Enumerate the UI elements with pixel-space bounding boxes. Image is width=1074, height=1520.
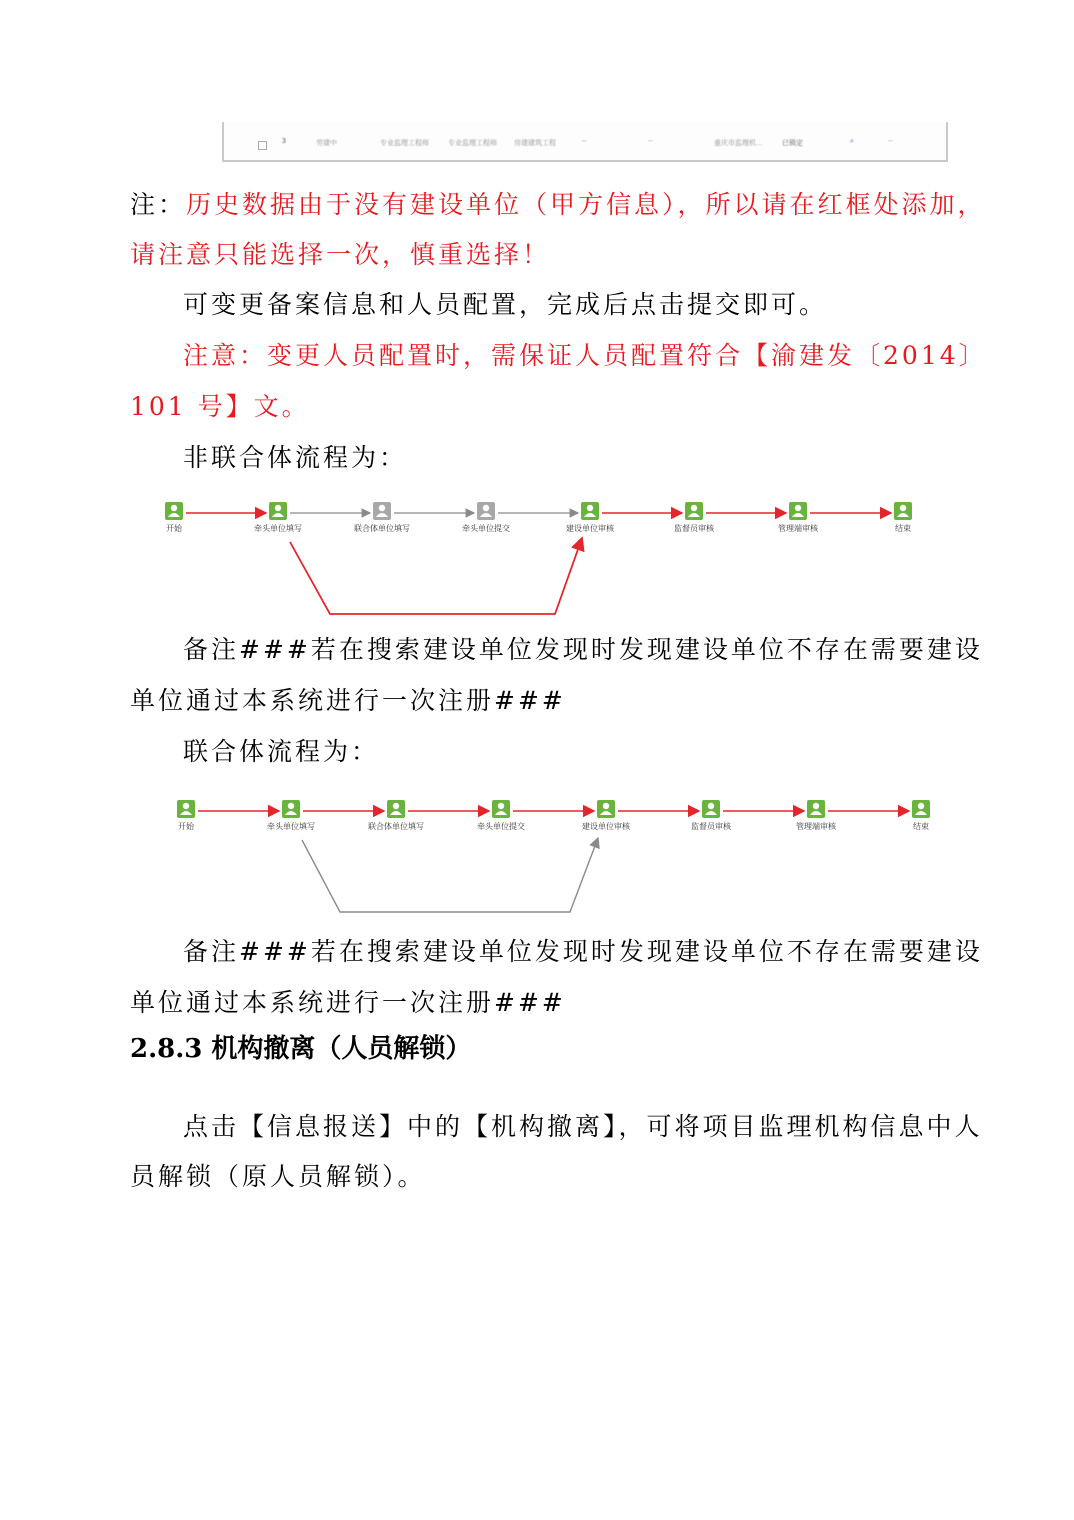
- search-icon: ⌕: [850, 138, 854, 145]
- flow1-node-label-6: 管理端审核: [778, 524, 818, 533]
- flow-diagram-consortium: [130, 782, 940, 922]
- flow2-node-label-0: 开始: [178, 822, 194, 831]
- cell-role-2: 专业监理工程师: [448, 140, 497, 147]
- user-icon: [708, 803, 714, 809]
- cell-name: 劳建中: [316, 140, 337, 147]
- section-heading: 2.8.3 机构撤离（人员解锁）: [130, 1034, 472, 1064]
- flow1-node-6: [778, 502, 819, 533]
- flow2-node-6: [796, 800, 837, 831]
- flow1-node-label-1: 牵头单位填写: [254, 524, 302, 533]
- flow2-node-label-6: 管理端审核: [796, 822, 836, 831]
- user-icon: [691, 505, 697, 511]
- attention-line-1: 注意：变更人员配置时，需保证人员配置符合【渝建发〔2014〕: [183, 341, 987, 370]
- flow2-node-3: [477, 800, 525, 831]
- flow2-node-label-4: 建设单位审核: [582, 822, 630, 831]
- user-icon: [483, 505, 489, 511]
- flow2-node-label-1: 牵头单位填写: [267, 822, 315, 831]
- flow1-node-7: [894, 502, 912, 533]
- flow1-node-3: [462, 502, 510, 533]
- flow1-node-label-4: 建设单位审核: [566, 524, 614, 533]
- flow1-node-4: [566, 502, 615, 533]
- user-icon: [288, 803, 294, 809]
- flow1-bypass-arrow: [290, 538, 582, 614]
- cell-empty-2: --: [648, 138, 653, 145]
- paragraph-change: 可变更备案信息和人员配置，完成后点击提交即可。: [183, 290, 828, 319]
- cell-org: 重庆市监理机…: [714, 140, 763, 147]
- note-prefix: 注：: [130, 190, 187, 219]
- flow2-node-label-7: 结束: [913, 822, 929, 831]
- cell-status: 已锁定: [782, 140, 803, 147]
- user-icon: [900, 505, 906, 511]
- user-icon: [393, 803, 399, 809]
- user-icon: [918, 803, 924, 809]
- table-row: [224, 128, 946, 154]
- flow2-node-0: [177, 800, 195, 831]
- flow2-node-label-3: 牵头单位提交: [477, 822, 525, 831]
- cell-empty-1: --: [582, 138, 587, 145]
- cell-major: 房建建筑工程: [514, 140, 556, 147]
- remark2-line-2: 单位通过本系统进行一次注册###: [130, 988, 566, 1017]
- flow2-node-5: [691, 800, 732, 831]
- flow2-node-1: [267, 800, 315, 831]
- attention-line-2: 101 号】文。: [130, 392, 310, 421]
- screenshot-table-strip: [222, 122, 948, 162]
- note-text-2: 请注意只能选择一次，慎重选择！: [130, 240, 551, 269]
- cell-role-1: 专业监理工程师: [380, 140, 429, 147]
- flow2-node-7: [912, 800, 930, 831]
- flow1-svg: [150, 490, 930, 625]
- flow2-svg: [130, 782, 940, 922]
- flow1-node-label-3: 牵头单位提交: [462, 524, 510, 533]
- flow2-node-4: [582, 800, 631, 831]
- user-icon: [379, 505, 385, 511]
- user-icon: [813, 803, 819, 809]
- cell-index: 3: [282, 138, 286, 145]
- remark2-line-1: 备注###若在搜索建设单位发现时发现建设单位不存在需要建设: [183, 937, 983, 966]
- user-icon: [498, 803, 504, 809]
- remark1-line-2: 单位通过本系统进行一次注册###: [130, 686, 566, 715]
- flow1-node-label-2: 联合体单位填写: [354, 524, 410, 533]
- user-icon: [171, 505, 177, 511]
- user-icon: [183, 803, 189, 809]
- section-body-line-1: 点击【信息报送】中的【机构撤离】，可将项目监理机构信息中人: [183, 1112, 983, 1141]
- flow2-node-label-2: 联合体单位填写: [368, 822, 424, 831]
- flow1-node-label-5: 监督员审核: [674, 524, 714, 533]
- flow1-node-1: [254, 502, 302, 533]
- flow1-node-label-0: 开始: [166, 524, 182, 533]
- user-icon: [587, 505, 593, 511]
- note-line-1: [130, 190, 986, 220]
- section-body-line-2: 员解锁（原人员解锁）。: [130, 1162, 426, 1191]
- flow1-node-5: [674, 502, 715, 533]
- row-checkbox: [258, 141, 267, 150]
- flow1-node-label-7: 结束: [895, 524, 911, 533]
- user-icon: [275, 505, 281, 511]
- flow1-node-0: [165, 502, 183, 533]
- cell-empty-3: --: [888, 138, 893, 145]
- flow1-node-2: [354, 502, 410, 533]
- user-icon: [795, 505, 801, 511]
- user-icon: [603, 803, 609, 809]
- flow2-node-label-5: 监督员审核: [691, 822, 731, 831]
- flow2-title: 联合体流程为：: [183, 737, 380, 766]
- flow2-node-2: [368, 800, 424, 831]
- flow1-title: 非联合体流程为：: [183, 443, 408, 472]
- remark1-line-1: 备注###若在搜索建设单位发现时发现建设单位不存在需要建设: [183, 635, 983, 664]
- flow-diagram-non-consortium: [150, 490, 930, 625]
- flow2-bypass-arrow: [302, 838, 598, 912]
- note-text-1: 历史数据由于没有建设单位（甲方信息），所以请在红框处添加，: [186, 190, 986, 219]
